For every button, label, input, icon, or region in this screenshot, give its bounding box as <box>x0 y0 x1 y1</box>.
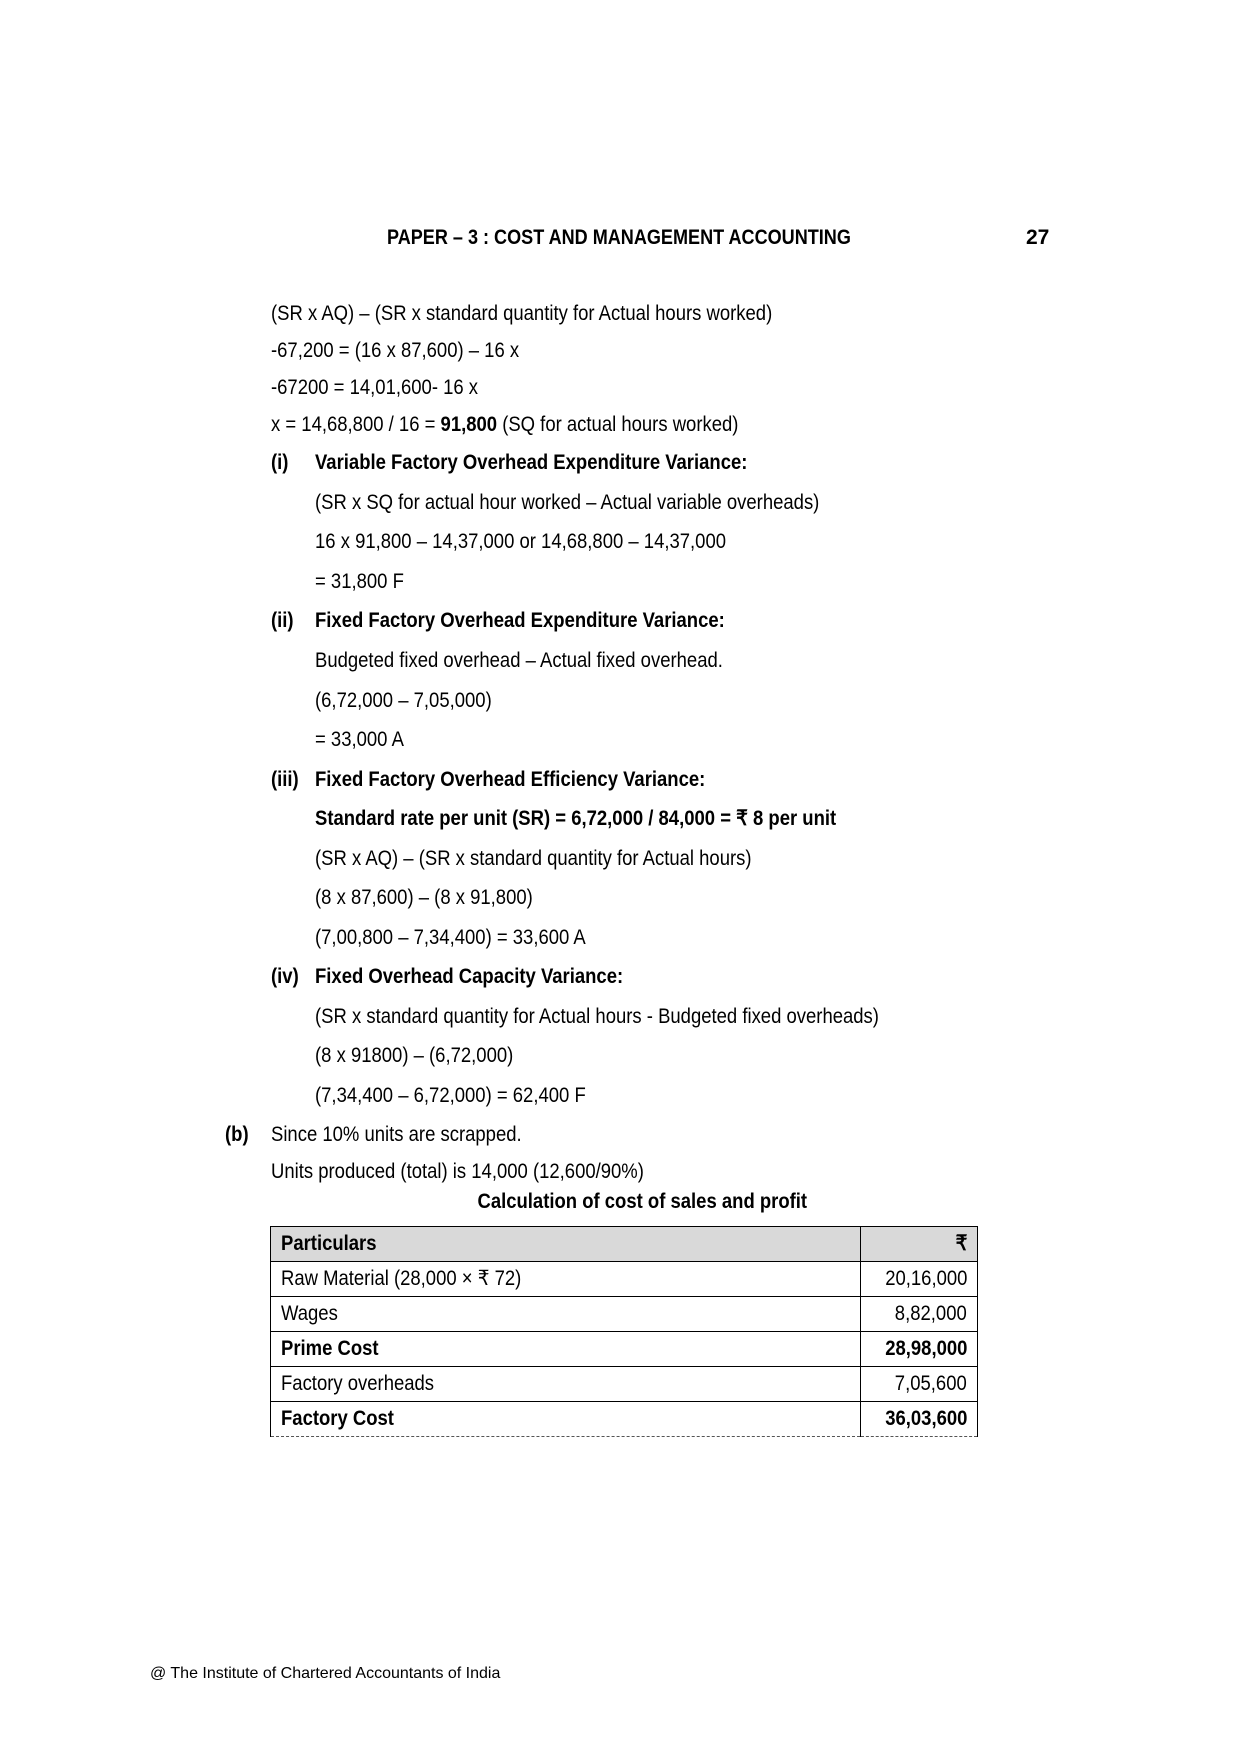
intro-line-4 <box>271 412 738 438</box>
row-label: Raw Material (28,000 × ₹ 72) <box>271 1262 861 1297</box>
table-title <box>0 1190 1241 1214</box>
part-b-number: (b) <box>225 1123 249 1146</box>
intro-line-2: -67,200 = (16 x 87,600) – 16 x <box>271 339 520 362</box>
item-i-line-3: = 31,800 F <box>315 570 404 593</box>
item-iii-line-3: (7,00,800 – 7,34,400) = 33,600 A <box>315 926 586 949</box>
item-ii-line-1: Budgeted fixed overhead – Actual fixed overhead. <box>315 649 723 672</box>
page-footer: @ The Institute of Chartered Accountants of India <box>150 1665 501 1682</box>
item-iii-line-1: (SR x AQ) – (SR x standard quantity for Actual hours) <box>315 847 752 870</box>
item-iii-line-2: (8 x 87,600) – (8 x 91,800) <box>315 886 533 909</box>
item-iii-number: (iii) <box>271 768 299 791</box>
table-row <box>271 1262 978 1297</box>
header-rupee: ₹ <box>861 1227 978 1262</box>
table-row <box>271 1367 978 1402</box>
item-ii-line-3: = 33,000 A <box>315 728 404 751</box>
table-header-row <box>271 1227 978 1262</box>
item-i-heading: Variable Factory Overhead Expenditure Variance: <box>315 451 748 474</box>
item-iv-line-3: (7,34,400 – 6,72,000) = 62,400 F <box>315 1084 586 1107</box>
item-iv-line-2: (8 x 91800) – (6,72,000) <box>315 1044 514 1067</box>
item-i-line-1: (SR x SQ for actual hour worked – Actual variable overheads) <box>315 491 820 514</box>
page-header <box>0 226 1241 256</box>
item-iv-number: (iv) <box>271 965 299 988</box>
row-value: 28,98,000 <box>861 1332 978 1367</box>
item-ii-line-2: (6,72,000 – 7,05,000) <box>315 689 492 712</box>
table-row-total <box>271 1332 978 1367</box>
part-b-line-1: Since 10% units are scrapped. <box>271 1123 522 1146</box>
table-row <box>271 1297 978 1332</box>
intro-line-4-bold: 91,800 <box>440 413 498 436</box>
intro-line-1: (SR x AQ) – (SR x standard quantity for Actual hours worked) <box>271 302 773 325</box>
row-value: 8,82,000 <box>861 1297 978 1332</box>
row-value: 36,03,600 <box>861 1402 978 1437</box>
header-particulars: Particulars <box>271 1227 861 1262</box>
intro-line-3: -67200 = 14,01,600- 16 x <box>271 376 479 399</box>
row-label: Factory overheads <box>271 1367 861 1402</box>
row-label: Factory Cost <box>271 1402 861 1437</box>
page-number: 27 <box>1026 226 1050 249</box>
item-iii-bold-line: Standard rate per unit (SR) = 6,72,000 / 84,000 = ₹ 8 per unit <box>315 807 837 830</box>
row-label: Prime Cost <box>271 1332 861 1367</box>
table-title-text: Calculation of cost of sales and profit <box>477 1190 808 1213</box>
item-ii-heading: Fixed Factory Overhead Expenditure Variance: <box>315 609 725 632</box>
row-label: Wages <box>271 1297 861 1332</box>
item-iii-heading: Fixed Factory Overhead Efficiency Variance: <box>315 768 706 791</box>
part-b-line-2: Units produced (total) is 14,000 (12,600/90%) <box>271 1160 644 1183</box>
paper-title: PAPER – 3 : COST AND MANAGEMENT ACCOUNTING <box>387 226 851 249</box>
cost-table <box>270 1226 978 1437</box>
intro-line-4-post: (SQ for actual hours worked) <box>497 413 739 436</box>
item-iv-line-1: (SR x standard quantity for Actual hours - Budgeted fixed overheads) <box>315 1005 879 1028</box>
item-ii-number: (ii) <box>271 609 294 632</box>
item-i-line-2: 16 x 91,800 – 14,37,000 or 14,68,800 – 14,37,000 <box>315 530 727 553</box>
table-row-total <box>271 1402 978 1437</box>
item-iv-heading: Fixed Overhead Capacity Variance: <box>315 965 624 988</box>
row-value: 7,05,600 <box>861 1367 978 1402</box>
row-value: 20,16,000 <box>861 1262 978 1297</box>
item-i-number: (i) <box>271 451 289 474</box>
intro-line-4-pre: x = 14,68,800 / 16 = <box>271 413 441 436</box>
